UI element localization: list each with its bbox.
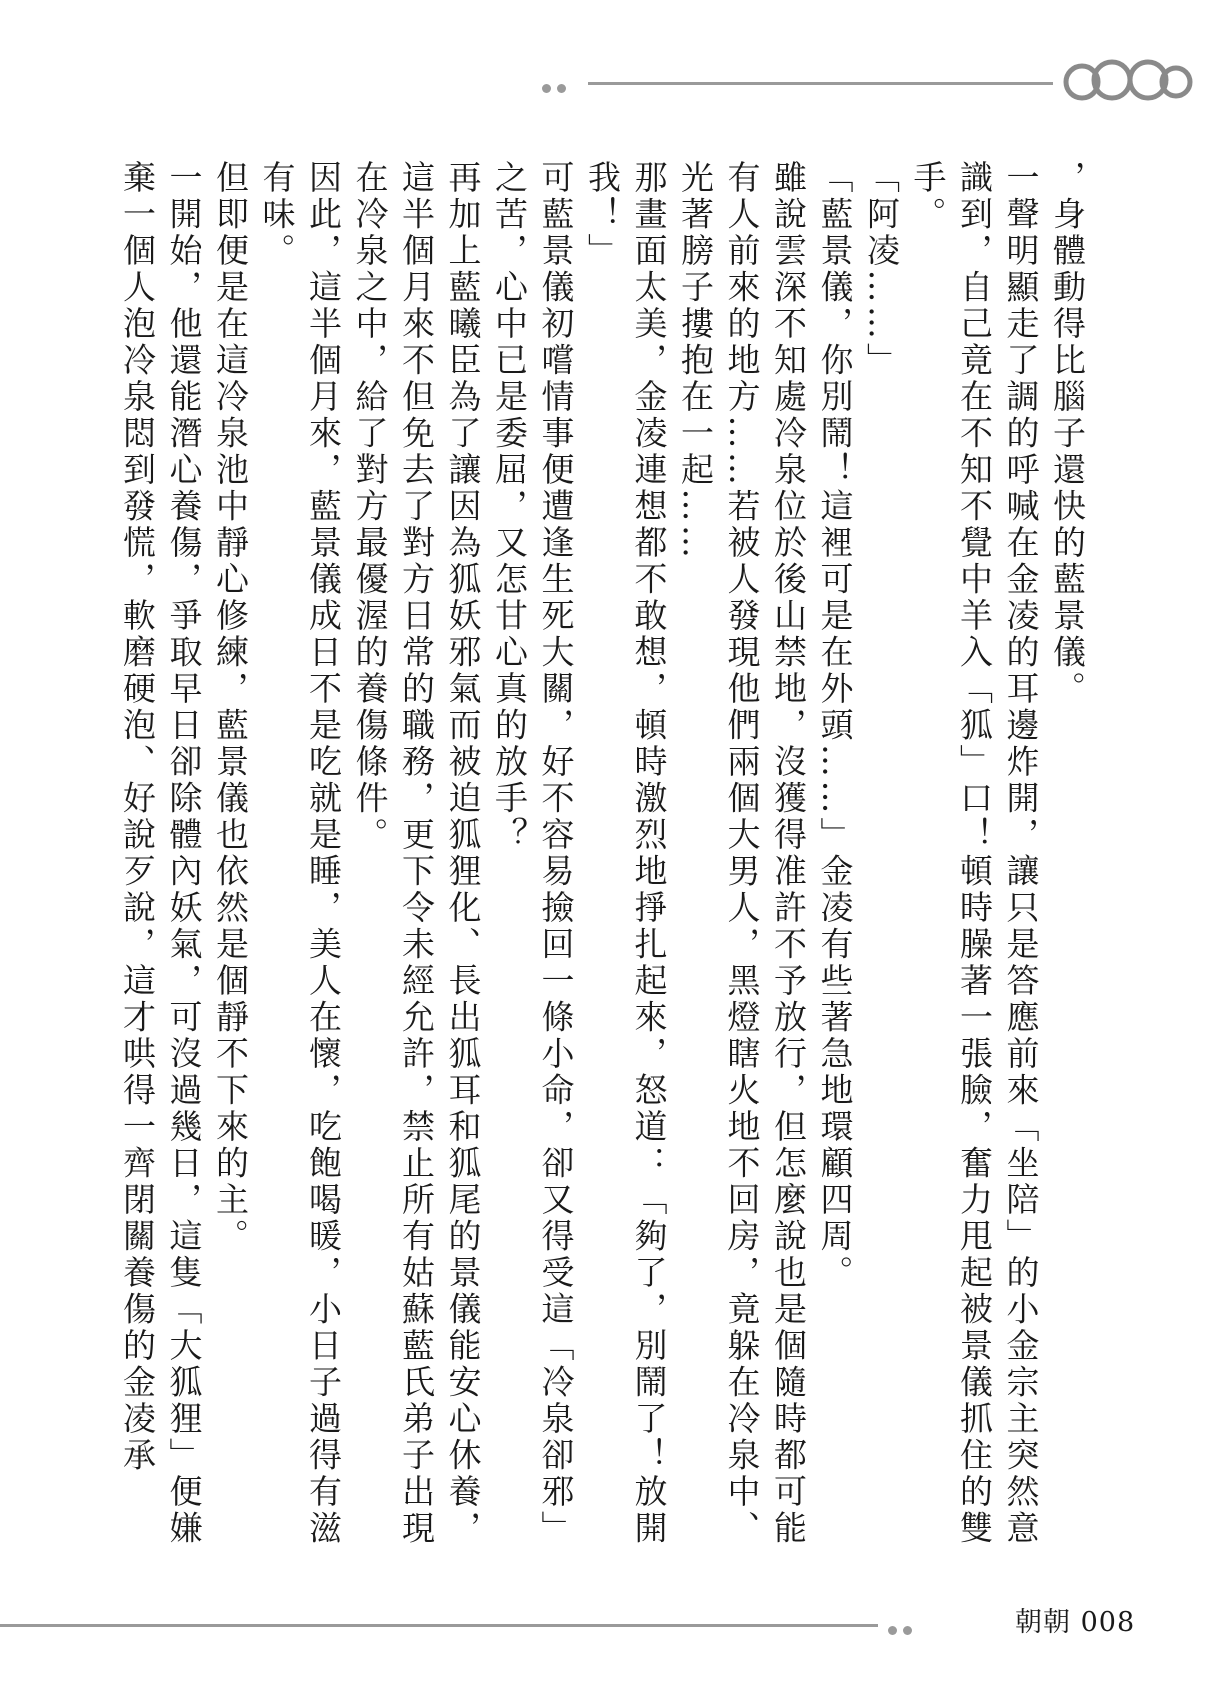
- divider-dot: [888, 1626, 897, 1635]
- cloud-ornament-icon: [1060, 52, 1195, 110]
- paragraph: 「阿凌……」: [862, 160, 901, 379]
- paragraph: 一開始，他還能潛心養傷，爭取早日卻除體內妖氣，可沒過幾日，這隻「大狐狸」便嫌棄一個人泡冷泉悶到發慌，軟磨硬泡、好說歹說，這才哄得一齊閉關養傷的金凌承: [118, 160, 204, 1547]
- paragraph: 那畫面太美，金凌連想都不敢想，頓時激烈地掙扎起來，怒道：「夠了，別鬧了！放開我！」: [583, 160, 669, 1547]
- page-footer: [1015, 1600, 1135, 1639]
- paragraph: 「藍景儀，你別鬧！這裡可是在外頭……」金凌有些著急地環顧四周。: [815, 160, 855, 1292]
- page-number: 008: [1080, 1607, 1136, 1638]
- top-divider-dots: [542, 78, 572, 97]
- paragraph: 因此，這半個月來，藍景儀成日不是吃就是睡，美人在懷，吃飽喝暖，小日子過得有滋有味。: [257, 160, 343, 1547]
- paragraph: 可藍景儀初嚐情事便遭逢生死大關，好不容易撿回一條小命，卻又得受這「冷泉卻邪」之苦，心中已是委屈，又怎甘心真的放手？: [490, 160, 576, 1547]
- vertical-text-body: [118, 160, 1090, 1560]
- paragraph: 雖說雲深不知處冷泉位於後山禁地，沒獲得准許不予放行，但怎麼說也是個隨時都可能有人前來的地方……若被人發現他們兩個大男人，黑燈瞎火地不回房，竟躲在冷泉中、光著膀子摟抱在一起……: [676, 160, 808, 1547]
- book-title: 朝朝: [1015, 1607, 1071, 1638]
- divider-dot: [542, 84, 551, 93]
- paragraph: 一聲明顯走了調的呼喊在金凌的耳邊炸開，讓只是答應前來「坐陪」的小金宗主突然意識到，自己竟在不知不覺中羊入「狐」口！頓時臊著一張臉，奮力甩起被景儀抓住的雙手。: [908, 160, 1041, 1547]
- bottom-divider-line: [0, 1624, 878, 1627]
- paragraph: 再加上藍曦臣為了讓因為狐妖邪氣而被迫狐狸化、長出狐耳和狐尾的景儀能安心休養，這半個月來不但免去了對方日常的職務，更下令未經允許，禁止所有姑蘇藍氏弟子出現在冷泉之中，給了對方最優渥的養傷條件。: [350, 160, 483, 1547]
- divider-dot: [903, 1626, 912, 1635]
- paragraph: 但即便是在這冷泉池中靜心修練，藍景儀也依然是個靜不下來的主。: [211, 160, 250, 1255]
- top-divider-line: [588, 82, 1053, 85]
- divider-dot: [557, 84, 566, 93]
- paragraph: ，身體動得比腦子還快的藍景儀。: [1048, 160, 1087, 708]
- bottom-divider-dots: [888, 1620, 918, 1639]
